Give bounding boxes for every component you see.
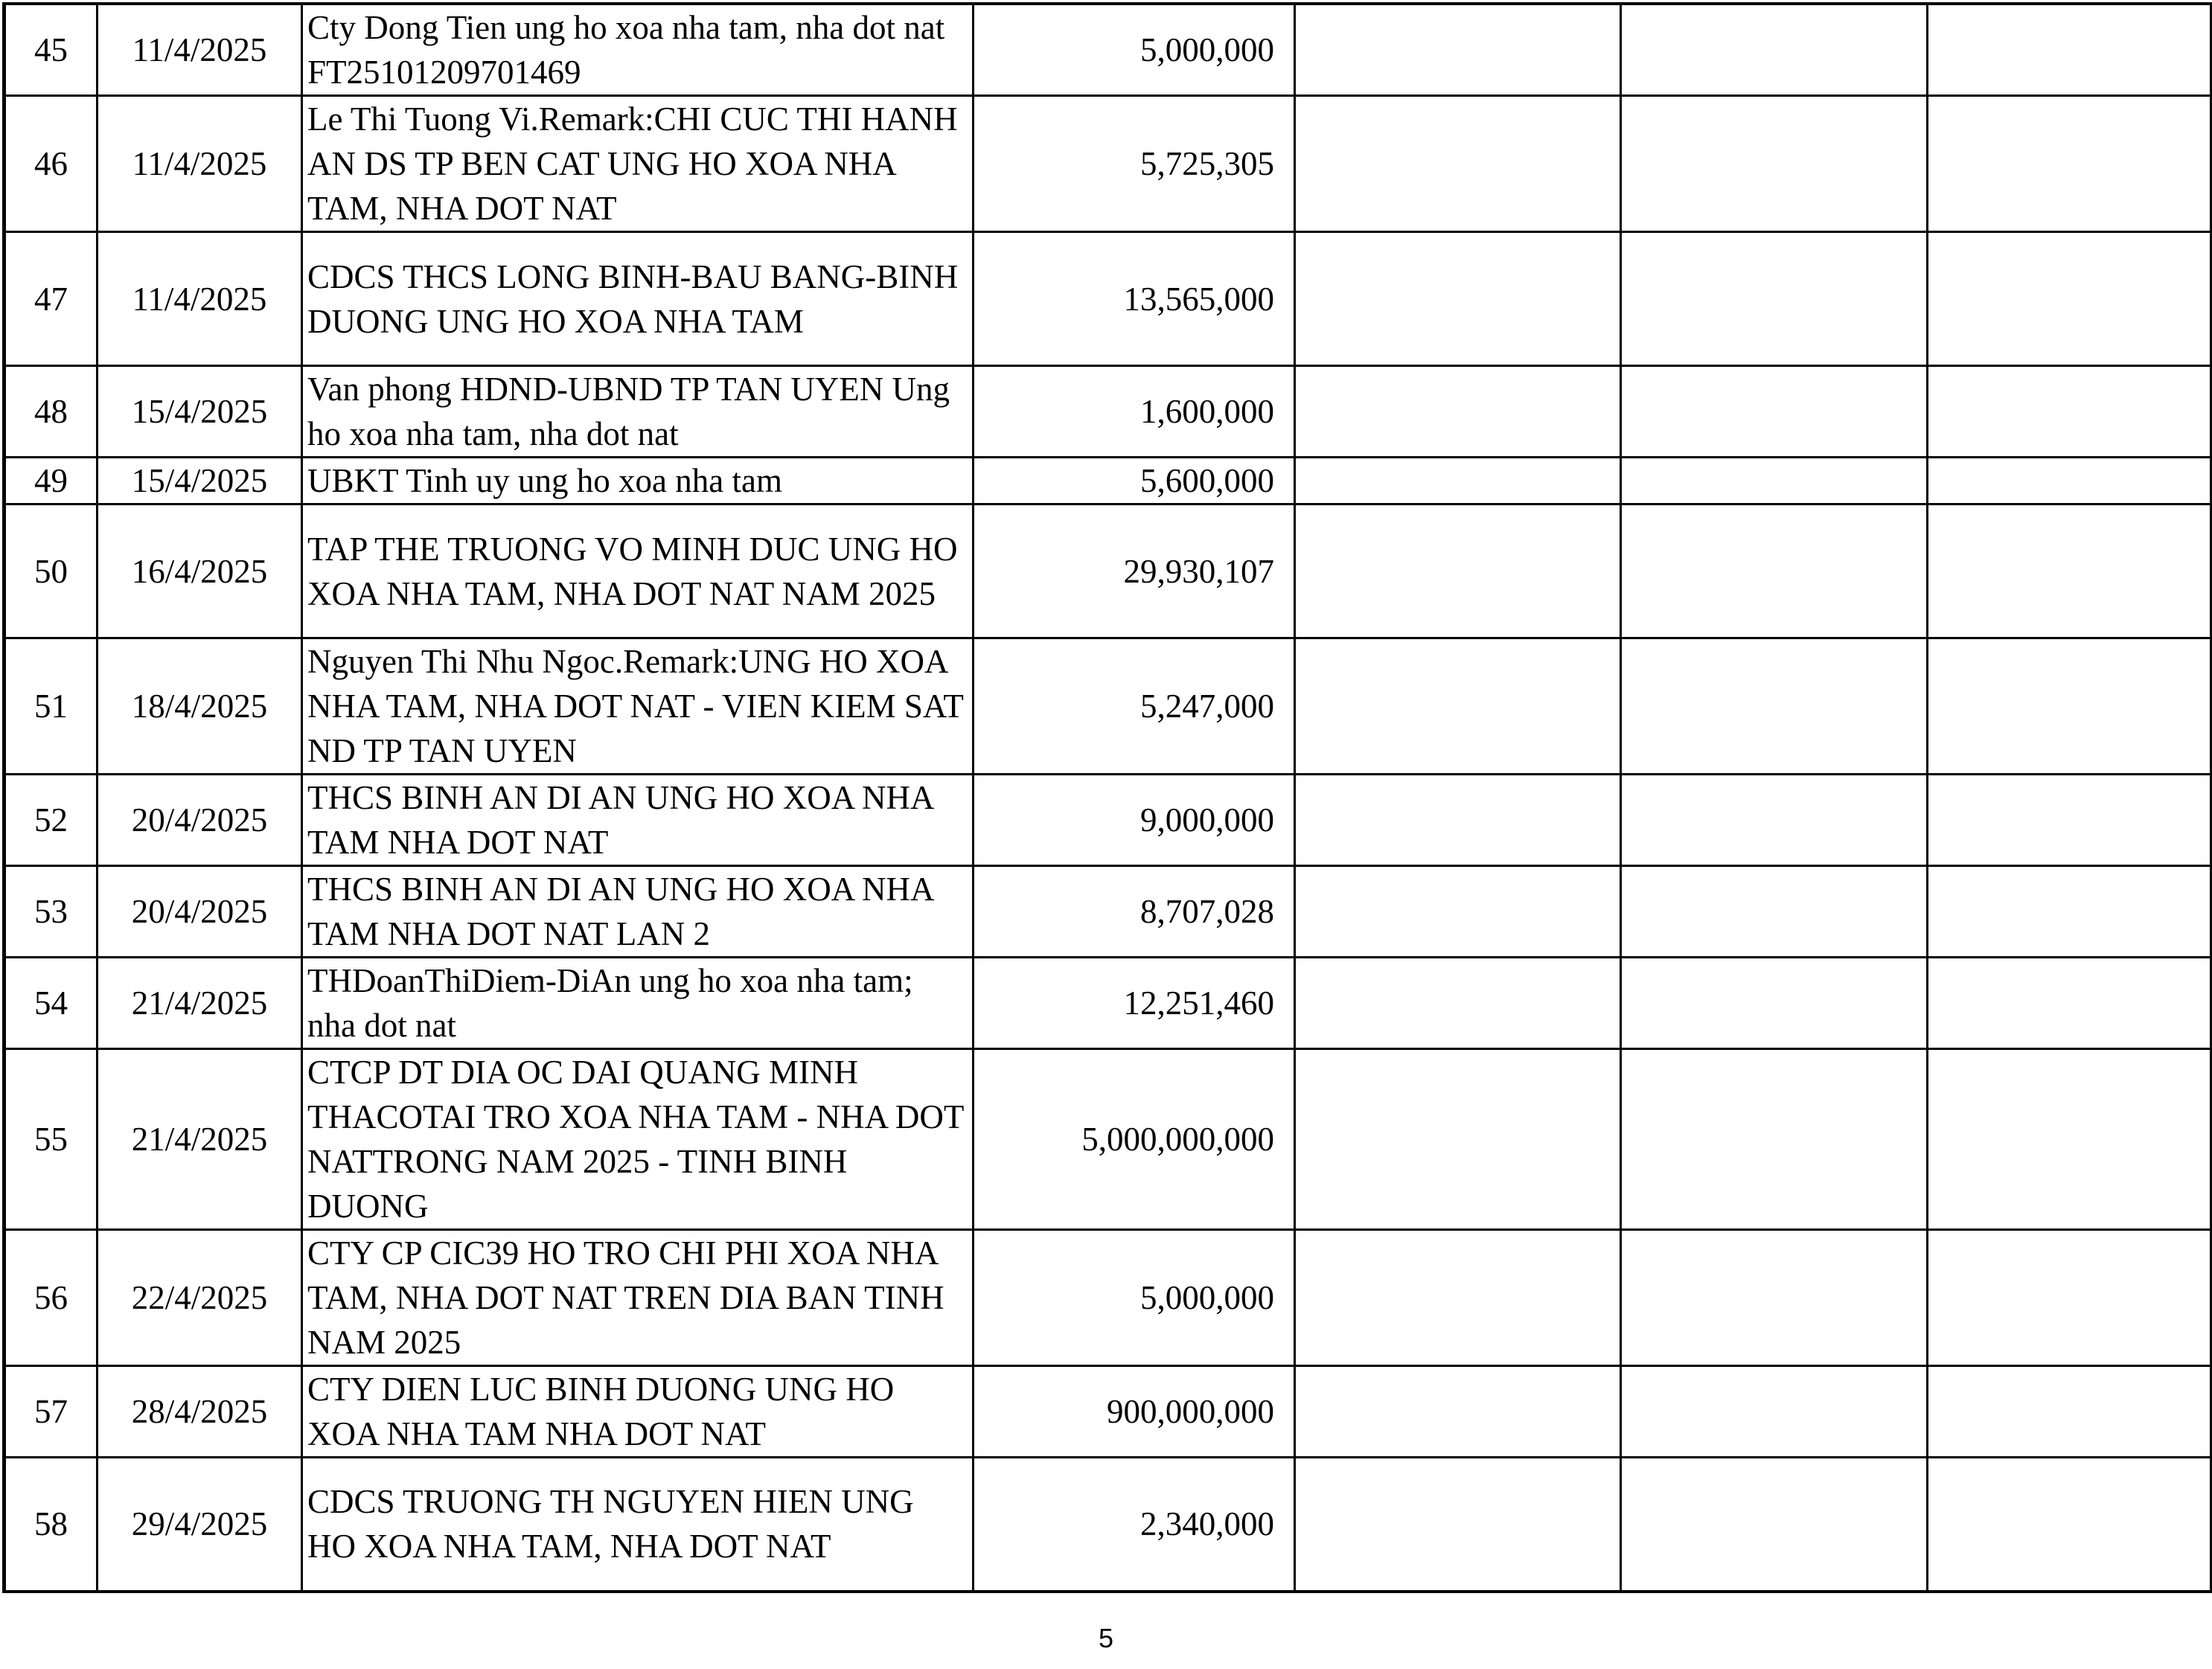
row-number: 50 bbox=[4, 504, 98, 638]
row-date: 18/4/2025 bbox=[98, 638, 302, 775]
empty-cell bbox=[1295, 366, 1621, 458]
empty-cell bbox=[1928, 1366, 2212, 1458]
row-number: 51 bbox=[4, 638, 98, 775]
empty-cell bbox=[1621, 866, 1928, 958]
row-amount: 5,000,000,000 bbox=[974, 1049, 1295, 1230]
row-description: Van phong HDND-UBND TP TAN UYEN Ung ho xoa nha tam, nha dot nat bbox=[302, 366, 974, 458]
empty-cell bbox=[1928, 4, 2212, 96]
empty-cell bbox=[1928, 638, 2212, 775]
empty-cell bbox=[1928, 958, 2212, 1049]
table-row bbox=[4, 1049, 2212, 1230]
row-number: 45 bbox=[4, 4, 98, 96]
empty-cell bbox=[1295, 1049, 1621, 1230]
row-amount: 9,000,000 bbox=[974, 775, 1295, 866]
row-number: 46 bbox=[4, 96, 98, 232]
table-row bbox=[4, 775, 2212, 866]
empty-cell bbox=[1928, 232, 2212, 366]
empty-cell bbox=[1295, 1366, 1621, 1458]
empty-cell bbox=[1928, 1230, 2212, 1366]
row-description: Le Thi Tuong Vi.Remark:CHI CUC THI HANH AN DS TP BEN CAT UNG HO XOA NHA TAM, NHA DOT NAT bbox=[302, 96, 974, 232]
empty-cell bbox=[1621, 1230, 1928, 1366]
table-row bbox=[4, 866, 2212, 958]
empty-cell bbox=[1621, 4, 1928, 96]
empty-cell bbox=[1621, 366, 1928, 458]
empty-cell bbox=[1295, 866, 1621, 958]
empty-cell bbox=[1928, 866, 2212, 958]
row-date: 28/4/2025 bbox=[98, 1366, 302, 1458]
row-amount: 8,707,028 bbox=[974, 866, 1295, 958]
row-date: 21/4/2025 bbox=[98, 1049, 302, 1230]
table-row bbox=[4, 1458, 2212, 1592]
empty-cell bbox=[1295, 638, 1621, 775]
row-description: Nguyen Thi Nhu Ngoc.Remark:UNG HO XOA NHA TAM, NHA DOT NAT - VIEN KIEM SAT ND TP TAN UYEN bbox=[302, 638, 974, 775]
row-number: 52 bbox=[4, 775, 98, 866]
empty-cell bbox=[1928, 1049, 2212, 1230]
empty-cell bbox=[1295, 96, 1621, 232]
row-description: CDCS TRUONG TH NGUYEN HIEN UNG HO XOA NHA TAM, NHA DOT NAT bbox=[302, 1458, 974, 1592]
table-row bbox=[4, 1366, 2212, 1458]
row-number: 48 bbox=[4, 366, 98, 458]
row-date: 20/4/2025 bbox=[98, 866, 302, 958]
table-row bbox=[4, 638, 2212, 775]
row-date: 15/4/2025 bbox=[98, 458, 302, 504]
row-date: 20/4/2025 bbox=[98, 775, 302, 866]
table-row bbox=[4, 366, 2212, 458]
empty-cell bbox=[1295, 1230, 1621, 1366]
empty-cell bbox=[1621, 1366, 1928, 1458]
empty-cell bbox=[1295, 232, 1621, 366]
empty-cell bbox=[1295, 458, 1621, 504]
row-amount: 5,000,000 bbox=[974, 1230, 1295, 1366]
row-number: 58 bbox=[4, 1458, 98, 1592]
table-row bbox=[4, 1230, 2212, 1366]
empty-cell bbox=[1295, 958, 1621, 1049]
row-amount: 29,930,107 bbox=[974, 504, 1295, 638]
empty-cell bbox=[1295, 4, 1621, 96]
row-number: 57 bbox=[4, 1366, 98, 1458]
empty-cell bbox=[1295, 1458, 1621, 1592]
row-amount: 13,565,000 bbox=[974, 232, 1295, 366]
empty-cell bbox=[1621, 958, 1928, 1049]
row-description: THDoanThiDiem-DiAn ung ho xoa nha tam; nha dot nat bbox=[302, 958, 974, 1049]
table-row bbox=[4, 4, 2212, 96]
row-date: 29/4/2025 bbox=[98, 1458, 302, 1592]
table-row bbox=[4, 958, 2212, 1049]
empty-cell bbox=[1928, 504, 2212, 638]
row-description: THCS BINH AN DI AN UNG HO XOA NHA TAM NHA DOT NAT bbox=[302, 775, 974, 866]
empty-cell bbox=[1621, 775, 1928, 866]
empty-cell bbox=[1928, 775, 2212, 866]
row-description: TAP THE TRUONG VO MINH DUC UNG HO XOA NHA TAM, NHA DOT NAT NAM 2025 bbox=[302, 504, 974, 638]
row-amount: 5,600,000 bbox=[974, 458, 1295, 504]
row-number: 56 bbox=[4, 1230, 98, 1366]
empty-cell bbox=[1621, 1049, 1928, 1230]
row-number: 55 bbox=[4, 1049, 98, 1230]
row-date: 11/4/2025 bbox=[98, 4, 302, 96]
table-row bbox=[4, 504, 2212, 638]
row-description: CTY DIEN LUC BINH DUONG UNG HO XOA NHA TAM NHA DOT NAT bbox=[302, 1366, 974, 1458]
empty-cell bbox=[1621, 504, 1928, 638]
table-row bbox=[4, 96, 2212, 232]
empty-cell bbox=[1928, 96, 2212, 232]
row-description: THCS BINH AN DI AN UNG HO XOA NHA TAM NHA DOT NAT LAN 2 bbox=[302, 866, 974, 958]
empty-cell bbox=[1621, 232, 1928, 366]
empty-cell bbox=[1621, 1458, 1928, 1592]
page-number: 5 bbox=[1098, 1623, 1114, 1653]
empty-cell bbox=[1621, 96, 1928, 232]
row-number: 53 bbox=[4, 866, 98, 958]
row-number: 49 bbox=[4, 458, 98, 504]
empty-cell bbox=[1295, 504, 1621, 638]
row-amount: 5,000,000 bbox=[974, 4, 1295, 96]
row-date: 22/4/2025 bbox=[98, 1230, 302, 1366]
empty-cell bbox=[1621, 458, 1928, 504]
empty-cell bbox=[1295, 775, 1621, 866]
row-description: CTY CP CIC39 HO TRO CHI PHI XOA NHA TAM, NHA DOT NAT TREN DIA BAN TINH NAM 2025 bbox=[302, 1230, 974, 1366]
row-amount: 12,251,460 bbox=[974, 958, 1295, 1049]
row-date: 15/4/2025 bbox=[98, 366, 302, 458]
table-row bbox=[4, 232, 2212, 366]
empty-cell bbox=[1621, 638, 1928, 775]
row-number: 47 bbox=[4, 232, 98, 366]
row-amount: 1,600,000 bbox=[974, 366, 1295, 458]
row-description: CDCS THCS LONG BINH-BAU BANG-BINH DUONG UNG HO XOA NHA TAM bbox=[302, 232, 974, 366]
row-description: CTCP DT DIA OC DAI QUANG MINH THACOTAI TRO XOA NHA TAM - NHA DOT NATTRONG NAM 2025 - TINH BINH DUONG bbox=[302, 1049, 974, 1230]
row-date: 11/4/2025 bbox=[98, 232, 302, 366]
row-amount: 5,725,305 bbox=[974, 96, 1295, 232]
table-row bbox=[4, 458, 2212, 504]
empty-cell bbox=[1928, 1458, 2212, 1592]
row-description: Cty Dong Tien ung ho xoa nha tam, nha dot nat FT25101209701469 bbox=[302, 4, 974, 96]
row-amount: 2,340,000 bbox=[974, 1458, 1295, 1592]
empty-cell bbox=[1928, 366, 2212, 458]
row-amount: 900,000,000 bbox=[974, 1366, 1295, 1458]
empty-cell bbox=[1928, 458, 2212, 504]
row-date: 16/4/2025 bbox=[98, 504, 302, 638]
row-number: 54 bbox=[4, 958, 98, 1049]
row-date: 21/4/2025 bbox=[98, 958, 302, 1049]
donation-table bbox=[2, 2, 2212, 1593]
row-amount: 5,247,000 bbox=[974, 638, 1295, 775]
row-description: UBKT Tinh uy ung ho xoa nha tam bbox=[302, 458, 974, 504]
row-date: 11/4/2025 bbox=[98, 96, 302, 232]
